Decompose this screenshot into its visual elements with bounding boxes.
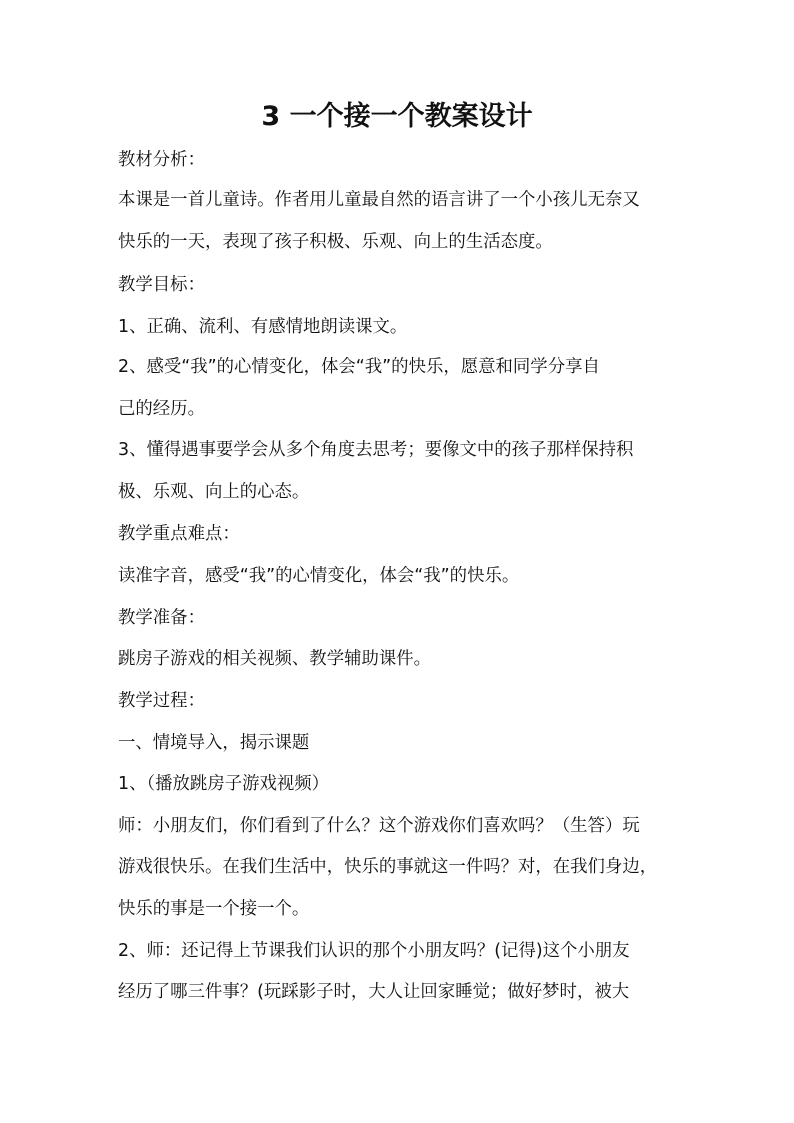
section-heading: 教学准备： bbox=[118, 608, 205, 628]
body-line: 师：小朋友们，你们看到了什么？这个游戏你们喜欢吗？（生答）玩 bbox=[118, 816, 640, 836]
section-heading: 教学目标： bbox=[118, 275, 205, 295]
body-line: 己的经历。 bbox=[118, 399, 205, 419]
body-line: 快乐的事是一个接一个。 bbox=[118, 899, 310, 919]
body-line: 快乐的一天，表现了孩子积极、乐观、向上的生活态度。 bbox=[118, 232, 553, 252]
body-line: 1、正确、流利、有感情地朗读课文。 bbox=[118, 317, 408, 337]
body-line: 3、懂得遇事要学会从多个角度去思考；要像文中的孩子那样保持积 bbox=[118, 440, 634, 460]
body-line: 一、情境导入，揭示课题 bbox=[118, 733, 310, 753]
body-line: 2、感受“我”的心情变化，体会“我”的快乐，愿意和同学分享自 bbox=[118, 357, 600, 377]
body-line: 本课是一首儿童诗。作者用儿童最自然的语言讲了一个小孩儿无奈又 bbox=[118, 190, 640, 210]
body-line: 极、乐观、向上的心态。 bbox=[118, 482, 310, 502]
body-line: 2、师：还记得上节课我们认识的那个小朋友吗？(记得)这个小朋友 bbox=[118, 941, 630, 961]
section-heading: 教学过程： bbox=[118, 691, 205, 711]
body-line: 游戏很快乐。在我们生活中，快乐的事就这一件吗？对，在我们身边， bbox=[118, 857, 658, 877]
body-line: 跳房子游戏的相关视频、教学辅助课件。 bbox=[118, 649, 432, 669]
document-title: 3 一个接一个教案设计 bbox=[261, 101, 533, 132]
body-line: 读准字音，感受“我”的心情变化，体会“我”的快乐。 bbox=[118, 566, 520, 586]
section-heading: 教学重点难点： bbox=[118, 524, 240, 544]
body-line: 1、（播放跳房子游戏视频） bbox=[118, 774, 330, 794]
body-line: 经历了哪三件事？(玩踩影子时，大人让回家睡觉；做好梦时，被大 bbox=[118, 982, 630, 1002]
section-heading: 教材分析： bbox=[118, 150, 205, 170]
